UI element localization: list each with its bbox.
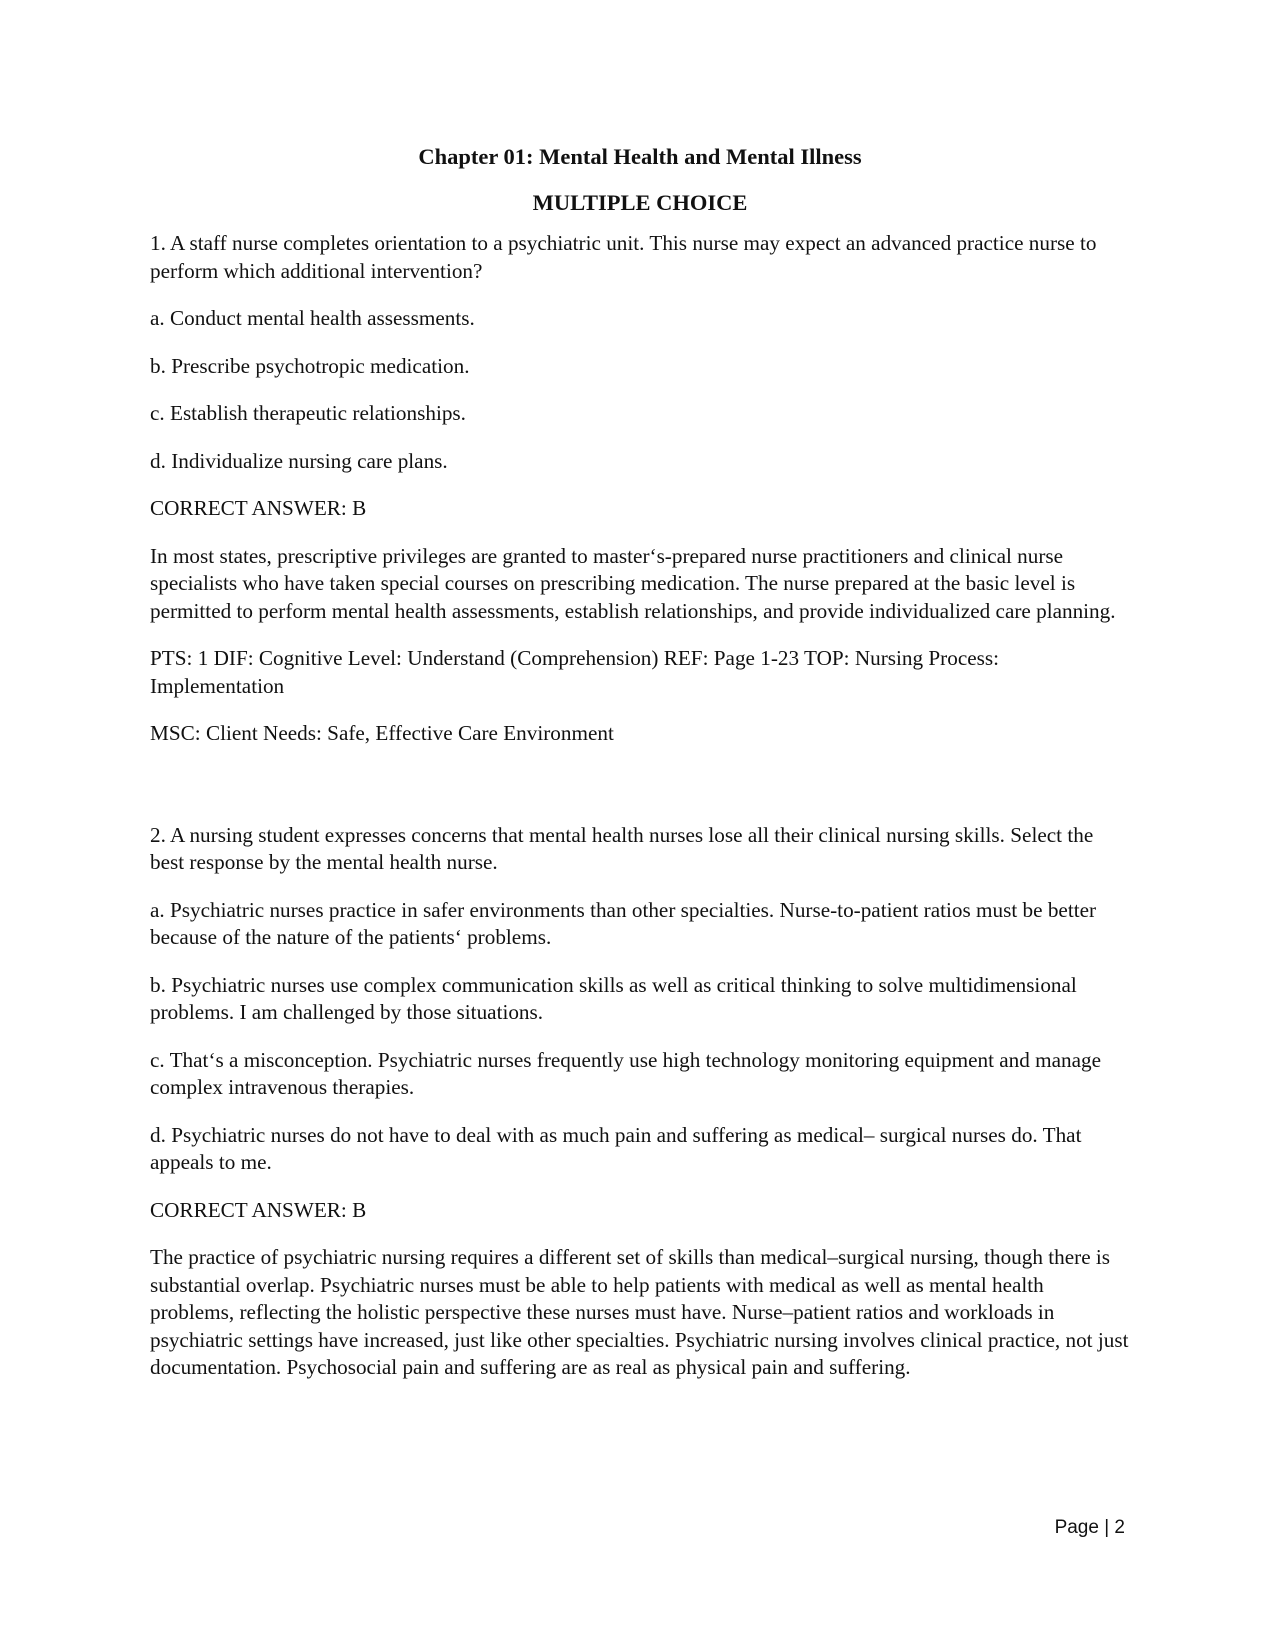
correct-answer: CORRECT ANSWER: B [150,496,367,520]
client-needs: MSC: Client Needs: Safe, Effective Care Environment [150,721,614,745]
question-1 [150,230,1130,748]
answer-option-d: d. Individualize nursing care plans. [150,448,448,473]
section-heading: MULTIPLE CHOICE [532,190,748,215]
answer-option-a: a. Psychiatric nurses practice in safer environments than other specialties. Nurse-to-patient ratios must be better because of the nature of the patients‘ problems. [150,897,1097,949]
correct-answer: CORRECT ANSWER: B [150,1197,367,1222]
page-number: Page | 2 [1054,1517,1125,1538]
question-metadata: PTS: 1 DIF: Cognitive Level: Understand (Comprehension) REF: Page 1-23 TOP: Nursing Process: Implementation [150,646,1000,698]
chapter-title: Chapter 01: Mental Health and Mental Illness [418,144,862,169]
answer-option-d: d. Psychiatric nurses do not have to deal with as much pain and suffering as medical– surgical nurses do. That appeals to me. [150,1122,1082,1174]
rationale: In most states, prescriptive privileges are granted to master‘s-prepared nurse practitioners and clinical nurse specialists who have taken special courses on prescribing medication. The nurse prepared at the basic level is permitted to perform mental health assessments, establish relationships, and provide individualized care planning. [150,543,1116,623]
rationale: The practice of psychiatric nursing requires a different set of skills than medical–surgical nursing, though there is substantial overlap. Psychiatric nurses must be able to help patients with medical as well as mental health problems, reflecting the holistic perspective these nurses must have. Nurse–patient ratios and workloads in psychiatric settings have increased, just like other specialties. Psychiatric nursing involves clinical practice, not just documentation. Psychosocial pain and suffering are as real as physical pain and suffering. [150,1245,1129,1379]
question-spacer [150,768,1130,822]
answer-option-b: b. Prescribe psychotropic medication. [150,353,470,378]
answer-option-c: c. That‘s a misconception. Psychiatric nurses frequently use high technology monitoring equipment and manage complex intravenous therapies. [150,1047,1102,1099]
question-stem: 1. A staff nurse completes orientation to a psychiatric unit. This nurse may expect an advanced practice nurse to perform which additional intervention? [150,231,1097,283]
page-content [150,142,1130,1402]
question-2 [150,822,1130,1382]
answer-option-b: b. Psychiatric nurses use complex communication skills as well as critical thinking to solve multidimensional problems. I am challenged by those situations. [150,972,1077,1024]
answer-option-c: c. Establish therapeutic relationships. [150,401,466,425]
answer-option-a: a. Conduct mental health assessments. [150,306,475,330]
question-stem: 2. A nursing student expresses concerns that mental health nurses lose all their clinical nursing skills. Select the best response by the mental health nurse. [150,822,1094,874]
